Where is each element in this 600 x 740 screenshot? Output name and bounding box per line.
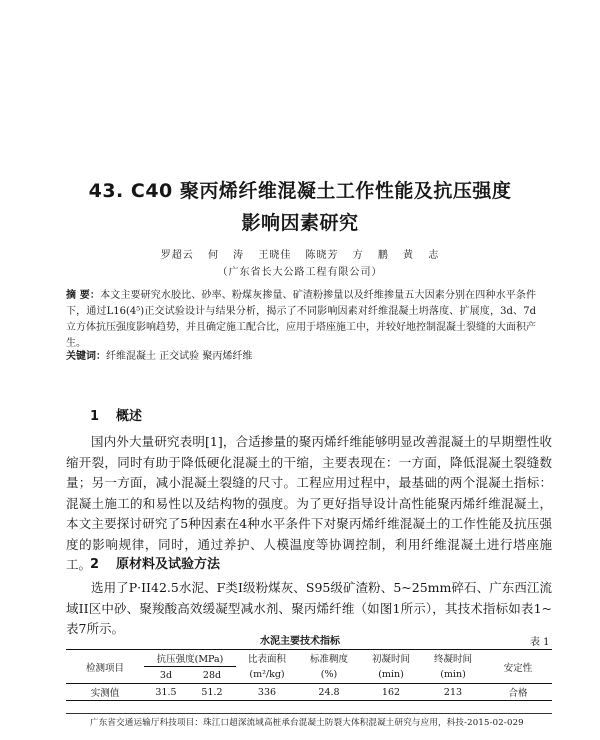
cell-soundness: 合格 <box>508 688 528 699</box>
header-item: 检测项目 <box>66 650 144 684</box>
section-heading-1 <box>90 405 142 424</box>
header-compressive: 抗压强度(MPa) <box>144 650 236 667</box>
paper-title-line1: 43. C40 聚丙烯纤维混凝土工作性能及抗压强度 <box>88 180 512 202</box>
cell-surface-area: 336 <box>257 686 277 698</box>
authors: 罗超云 何 涛 王晓佳 陈晓芳 方 鹏 黄 志 <box>160 250 440 261</box>
affiliation: （广东省长大公路工程有限公司） <box>217 267 383 278</box>
header-initial-set: 初凝时间 <box>371 654 410 666</box>
abstract <box>66 288 536 352</box>
keywords-label: 关键词： <box>66 351 106 362</box>
header-consistency-unit: (%) <box>298 667 360 684</box>
header-initial-set-unit: (min) <box>360 667 422 684</box>
cement-spec-table <box>66 649 552 701</box>
abstract-label: 摘 要： <box>66 290 101 301</box>
header-3d: 3d <box>144 667 188 684</box>
table-title: 水泥主要技术指标 <box>260 636 340 647</box>
footnote-divider <box>66 713 552 714</box>
cell-initial-set: 162 <box>381 686 401 698</box>
section-title: 概述 <box>116 409 143 424</box>
table-number: 表 1 <box>530 637 550 648</box>
section-2-paragraph: 选用了P·II42.5水泥、F类I级粉煤灰、S95级矿渣粉、5~25mm碎石、广东西江流域II区中砂、聚羧酸高效缓凝型减水剂、聚丙烯纤维（如图1所示），其技术指标如表1~表7所示。 <box>66 580 552 636</box>
abstract-text: 本文主要研究水胶比、砂率、粉煤灰掺量、矿渣粉掺量以及纤维掺量五大因素分别在四种水平条件下，通过L16(4⁵)正交试验设计与结果分析，揭示了不同影响因素对纤维混凝土坍落度、扩展度，3d、7d立方体抗压强度影响趋势，并且确定施工配合比，应用于塔座施工中，并较好地控制混凝土裂缝的大面积产生。 <box>66 290 537 349</box>
keywords <box>66 347 536 362</box>
header-28d: 28d <box>188 667 236 684</box>
cell-28d: 51.2 <box>201 686 223 698</box>
section-1-paragraph: 国内外大量研究表明[1]，合适掺量的聚丙烯纤维能够明显改善混凝土的早期塑性收缩开裂，同时有助于降低硬化混凝土的干缩，主要表现在：一方面，降低混凝土裂缝数量；另一方面，减小混凝土裂缝的尺寸。工程应用过程中，最基础的两个混凝土指标：混凝土施工的和易性以及结构物的强度。为了更好指导设计高性能聚丙烯纤维混凝土，本文主要探讨研究了5种因素在4种水平条件下对聚丙烯纤维混凝土的工作性能及抗压强度的影响规律，同时，通过养护、人模温度等协调控制，利用纤维混凝土进行塔座施工。 <box>66 434 552 572</box>
header-surface-area: 比表面积 <box>247 654 286 666</box>
keywords-text: 纤维混凝土 正交试验 聚丙烯纤维 <box>106 351 253 362</box>
section-number: 1 <box>90 409 100 424</box>
header-consistency: 标准稠度 <box>309 654 348 666</box>
cell-3d: 31.5 <box>155 686 177 698</box>
header-final-set: 终凝时间 <box>433 654 472 666</box>
paper-title-line2: 影响因素研究 <box>241 212 359 234</box>
header-final-set-unit: (min) <box>422 667 484 684</box>
section-number: 2 <box>90 557 100 572</box>
section-title: 原材料及试验方法 <box>116 557 221 572</box>
header-surface-area-unit: (m²/kg) <box>236 667 298 684</box>
header-soundness: 安定性 <box>484 650 552 684</box>
cell-final-set: 213 <box>443 686 463 698</box>
footnote: 广东省交通运输厅科技项目：珠江口超深流域高桩承台混凝土防裂大体积混凝土研究与应用，科技-2015-02-029 <box>90 718 524 728</box>
table-row <box>66 684 552 701</box>
section-heading-2 <box>90 553 220 572</box>
row-label: 实测值 <box>90 688 120 699</box>
cell-consistency: 24.8 <box>318 686 340 698</box>
